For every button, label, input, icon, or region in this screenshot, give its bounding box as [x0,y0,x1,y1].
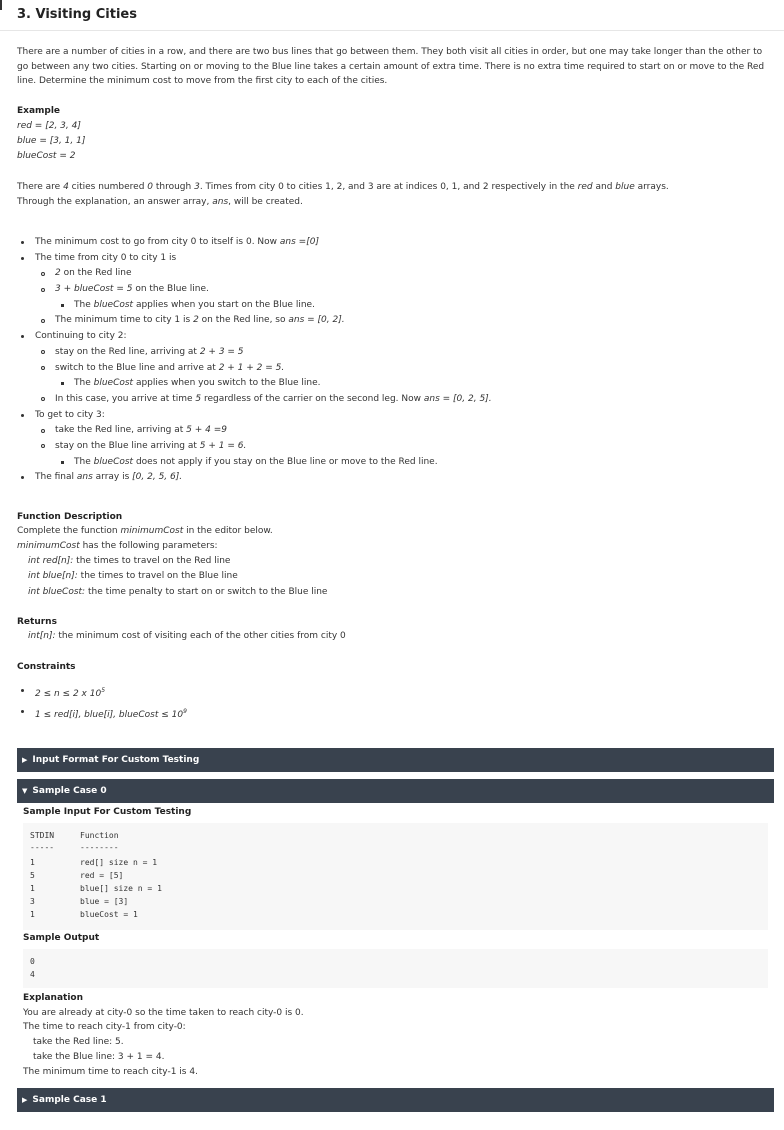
stdin-value: 1 [30,884,35,893]
constraints-list [17,683,767,725]
param-blue: int blue[n]: the times to travel on the Blue line [28,571,238,581]
constraints-heading: Constraints [17,662,76,672]
explanation-text: The minimum time to reach city-1 is 4. [23,1067,198,1077]
list-item: The minimum cost to go from city 0 to itself is 0. Now ans =[0] [17,235,767,251]
list-item: The blueCost applies when you switch to the Blue line. [17,376,767,392]
input-format-section-toggle[interactable]: ▶ Input Format For Custom Testing [17,748,774,772]
stdin-value: 5 [30,871,35,880]
list-item: The final ans array is [0, 2, 5, 6]. [17,470,767,486]
stdin-value: 1 [30,910,35,919]
problem-intro: There are a number of cities in a row, and there are two bus lines that go between them. They both visit all cities in order, but one may take longer than the other to go between any two cities. Starting on or moving to the Blue line takes a certain amount of extra time. There is no extra time required to start on or move to the Red line. Determine the minimum cost to move from the first city to each of the cities. [17,47,765,86]
list-item: Continuing to city 2: [17,329,767,345]
returns-heading: Returns [17,617,57,627]
function-note: blue = [3] [80,897,129,906]
stdin-header: STDIN [30,831,55,840]
expand-triangle-icon: ▶ [22,756,28,764]
list-item: To get to city 3: [17,408,767,424]
collapse-triangle-icon: ▼ [22,787,28,795]
example-heading: Example [17,106,61,116]
sample-case-0-toggle[interactable]: ▼ Sample Case 0 [17,779,774,803]
example-red: red = [2, 3, 4] [17,121,81,131]
function-description-line-1: Complete the function minimumCost in the editor below. [17,526,273,536]
explanation-text: take the Blue line: 3 + 1 = 4. [33,1052,165,1062]
list-item: The blueCost does not apply if you stay on the Blue line or move to the Red line. [17,455,767,471]
function-description-line-2: minimumCost has the following parameters: [17,541,218,551]
page-title: 3. Visiting Cities [17,7,137,22]
list-item: switch to the Blue line and arrive at 2 + 1 + 2 = 5. [17,361,767,377]
list-item: In this case, you arrive at time 5 regardless of the carrier on the second leg. Now ans = [0, 2, 5]. [17,392,767,408]
list-item: 1 ≤ red[i], blue[i], blueCost ≤ $10^9$ [17,704,767,725]
function-note: red[] size n = 1 [80,858,158,867]
sample-output-code [23,949,768,988]
stdin-divider: ----- [30,843,55,852]
list-item: take the Red line, arriving at 5 + 4 =9 [17,423,767,439]
explanation-text: You are already at city-0 so the time taken to reach city-0 is 0. [23,1008,304,1018]
list-item: The time from city 0 to city 1 is [17,251,767,267]
sample-output-heading: Sample Output [23,933,100,943]
list-item: stay on the Blue line arriving at 5 + 1 = 6. [17,439,767,455]
sample-input-heading: Sample Input For Custom Testing [23,807,192,817]
title-divider [0,30,784,31]
output-line: 0 [30,957,35,966]
sample-input-code [23,823,768,930]
explanation-text: The time to reach city-1 from city-0: [23,1022,186,1032]
explanation-line-1: There are 4 cities numbered 0 through 3. Times from city 0 to cities 1, 2, and 3 are at indices 0, 1, and 2 respectively in the red and blue arrays. [17,182,669,192]
returns-text: int[n]: the minimum cost of visiting each of the other cities from city 0 [28,631,346,641]
param-red: int red[n]: the times to travel on the Red line [28,556,231,566]
example-blue: blue = [3, 1, 1] [17,136,86,146]
function-note: blue[] size n = 1 [80,884,162,893]
list-item: The minimum time to city 1 is 2 on the Red line, so ans = [0, 2]. [17,313,767,329]
explanation-line-2: Through the explanation, an answer array, ans, will be created. [17,197,303,207]
list-item: 3 + blueCost = 5 on the Blue line. [17,282,767,298]
explanation-heading: Explanation [23,993,84,1003]
list-item: The blueCost applies when you start on the Blue line. [17,298,767,314]
sample-case-1-toggle[interactable]: ▶ Sample Case 1 [17,1088,774,1112]
list-item: stay on the Red line, arriving at 2 + 3 = 5 [17,345,767,361]
output-line: 4 [30,970,35,979]
function-description-heading: Function Description [17,512,123,522]
example-bluecost: blueCost = 2 [17,151,76,161]
expand-triangle-icon: ▶ [22,1096,28,1104]
function-note: blueCost = 1 [80,910,138,919]
left-edge-marker [0,0,2,10]
stdin-value: 3 [30,897,35,906]
list-item: 2 ≤ n ≤ 2 x $10^5$ [17,683,767,704]
stdin-value: 1 [30,858,35,867]
list-item: 2 on the Red line [17,266,767,282]
function-header: Function [80,831,119,840]
walkthrough-list [17,235,767,486]
explanation-text: take the Red line: 5. [33,1037,124,1047]
param-bluecost: int blueCost: the time penalty to start on or switch to the Blue line [28,587,328,597]
function-divider: -------- [80,843,119,852]
function-note: red = [5] [80,871,124,880]
